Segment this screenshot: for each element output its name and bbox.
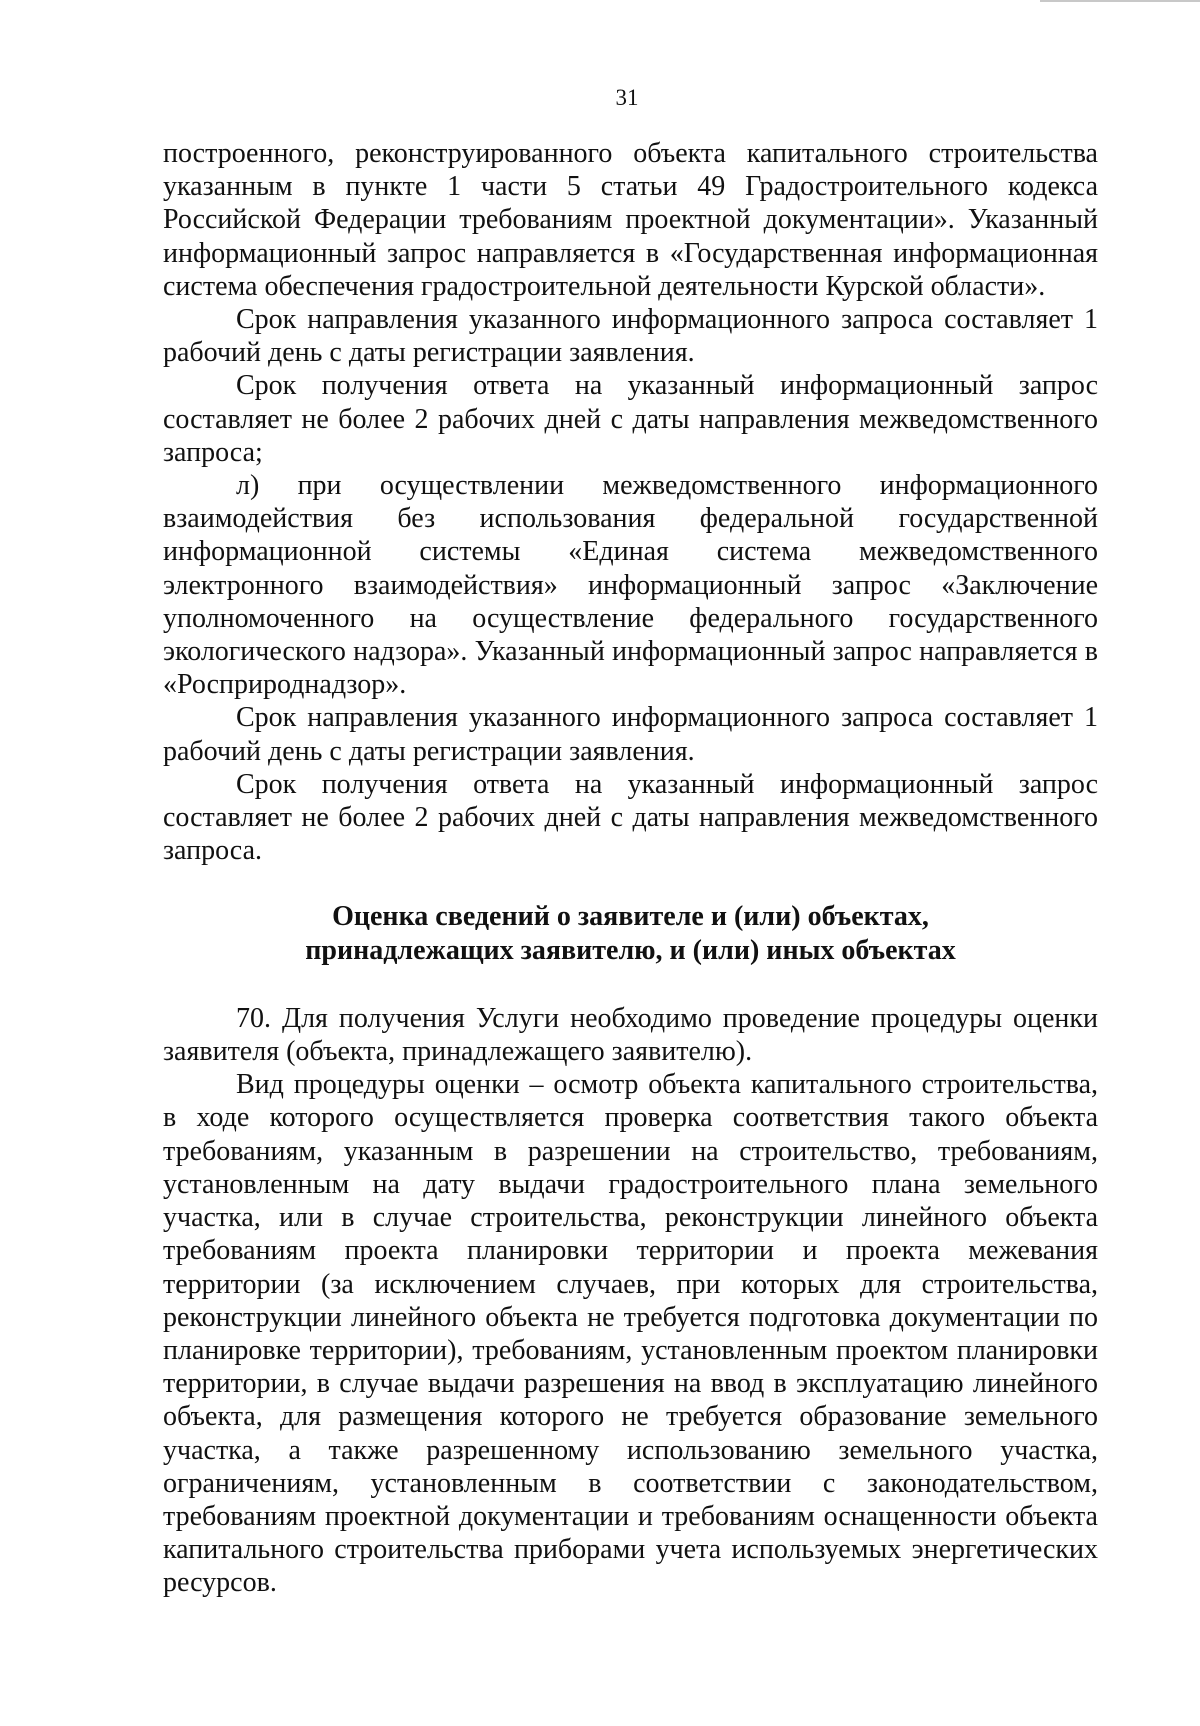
paragraph: Срок получения ответа на указанный информационный запрос составляет не более 2 рабочих дней с даты направления межведомственного запроса; <box>163 370 1098 468</box>
document-body <box>163 137 1098 1600</box>
section-heading-line: Оценка сведений о заявителе и (или) объектах, <box>332 901 929 933</box>
paragraph: Срок направления указанного информационного запроса составляет 1 рабочий день с даты регистрации заявления. <box>163 304 1098 369</box>
paragraph: 70. Для получения Услуги необходимо проведение процедуры оценки заявителя (объекта, принадлежащего заявителю). <box>163 1002 1098 1068</box>
section-heading-line: принадлежащих заявителю, и (или) иных объектах <box>305 934 956 966</box>
paragraph: Срок направления указанного информационного запроса составляет 1 рабочий день с даты регистрации заявления. <box>163 702 1098 767</box>
scan-edge-line <box>1040 0 1200 2</box>
paragraph: построенного, реконструированного объекта капитального строительства указанным в пункте 1 части 5 статьи 49 Градостроительного кодекса Российской Федерации требованиям проектной документации». Указанный информационный запрос направляется в «Государственная информационная система обеспечения градостроительной деятельности Курской области». <box>163 138 1098 302</box>
section-heading <box>163 900 1098 966</box>
paragraph: л) при осуществлении межведомственного информационного взаимодействия без использования федеральной государственной информационной системы «Единая система межведомственного электронного взаимодействия» информационный запрос «Заключение уполномоченного на осуществление федерального государственного экологического надзора». Указанный информационный запрос направляется в «Росприроднадзор». <box>163 470 1098 701</box>
paragraph: Срок получения ответа на указанный информационный запрос составляет не более 2 рабочих дней с даты направления межведомственного запроса. <box>163 768 1098 867</box>
paragraph: Вид процедуры оценки – осмотр объекта капитального строительства, в ходе которого осуществляется проверка соответствия такого объекта требованиям, указанным в разрешении на строительство, требованиям, установленным на дату выдачи градостроительного плана земельного участка, или в случае строительства, реконструкции линейного объекта требованиям проекта планировки территории и проекта межевания территории (за исключением случаев, при которых для строительства, реконструкции линейного объекта не требуется подготовка документации по планировке территории), требованиям, установленным проектом планировки территории, в случае выдачи разрешения на ввод в эксплуатацию линейного объекта, для размещения которого не требуется образование земельного участка, а также разрешенному использованию земельного участка, ограничениям, установленным в соответствии с законодательством, требованиям проектной документации и требованиям оснащенности объекта капитального строительства приборами учета используемых энергетических ресурсов. <box>163 1069 1098 1599</box>
page-number: 31 <box>615 85 639 110</box>
